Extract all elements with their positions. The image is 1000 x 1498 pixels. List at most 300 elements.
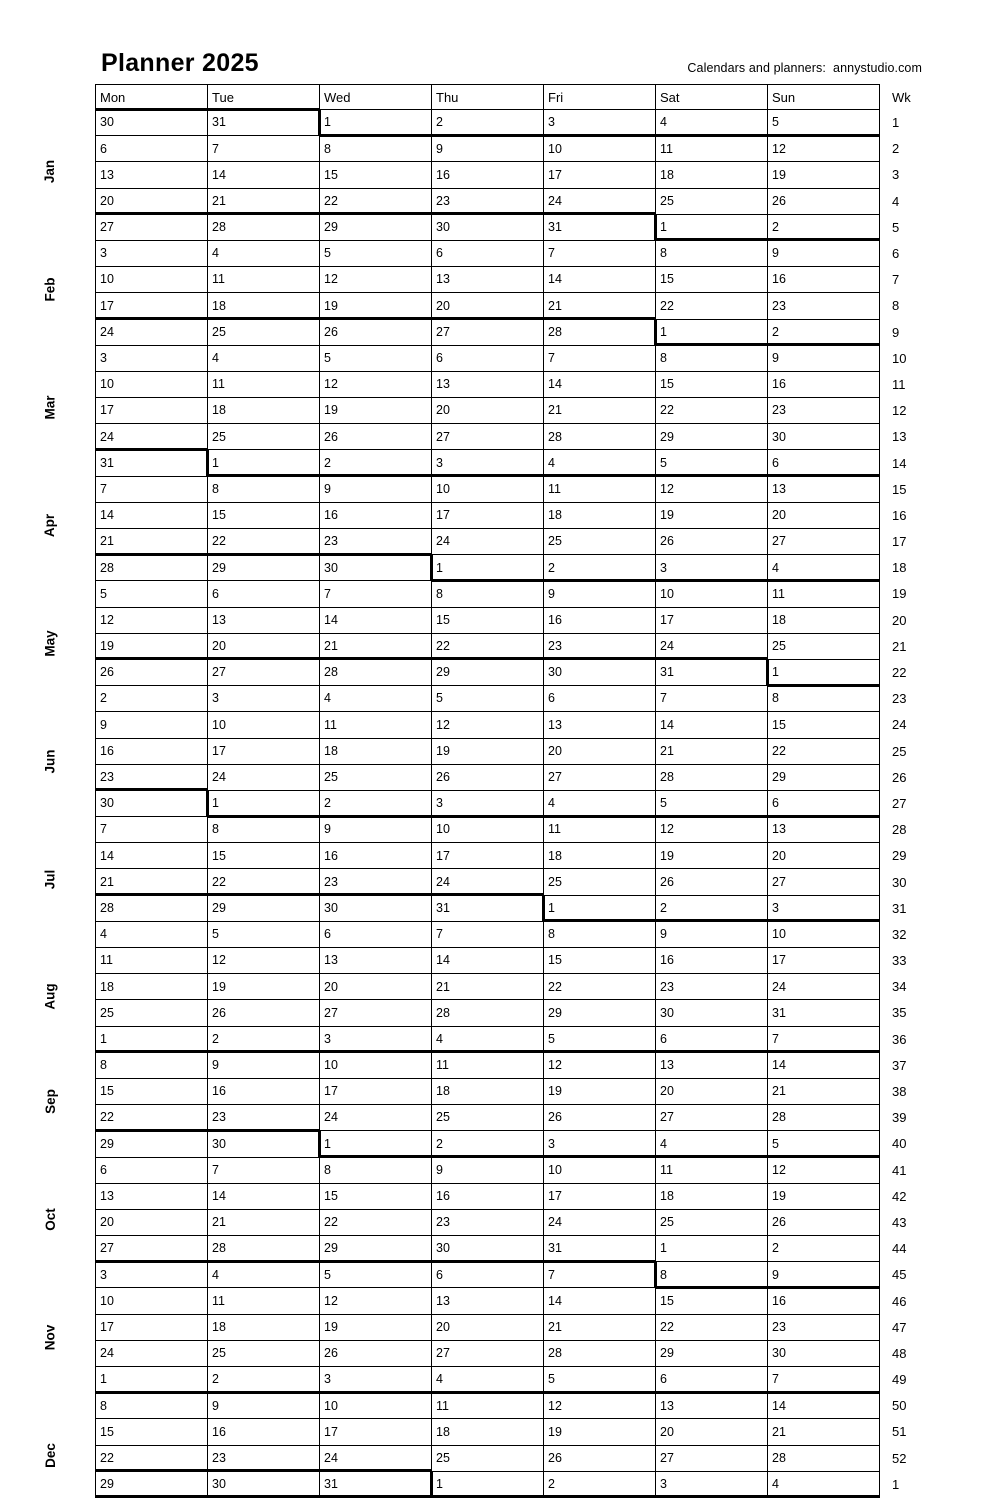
day-cell[interactable]: 21 [768,1078,880,1104]
day-cell[interactable]: 14 [96,502,208,528]
day-cell[interactable]: 7 [768,1026,880,1052]
day-cell[interactable]: 12 [768,1157,880,1183]
day-cell[interactable]: 2 [544,555,656,581]
day-cell[interactable]: 13 [208,607,320,633]
day-cell[interactable]: 26 [656,869,768,895]
day-cell[interactable]: 10 [544,1157,656,1183]
day-cell[interactable]: 13 [656,1052,768,1078]
day-cell[interactable]: 30 [432,214,544,240]
day-cell[interactable]: 11 [544,476,656,502]
day-cell[interactable]: 4 [768,1471,880,1497]
day-cell[interactable]: 11 [208,371,320,397]
day-cell[interactable]: 10 [656,581,768,607]
day-cell[interactable]: 21 [96,869,208,895]
day-cell[interactable]: 29 [208,555,320,581]
day-cell[interactable]: 24 [320,1105,432,1131]
day-cell[interactable]: 21 [544,1314,656,1340]
day-cell[interactable]: 20 [768,843,880,869]
day-cell[interactable]: 15 [432,607,544,633]
day-cell[interactable]: 1 [96,1026,208,1052]
day-cell[interactable]: 22 [656,1314,768,1340]
day-cell[interactable]: 13 [656,1393,768,1419]
day-cell[interactable]: 3 [320,1367,432,1393]
day-cell[interactable]: 2 [432,1131,544,1157]
day-cell[interactable]: 12 [656,476,768,502]
day-cell[interactable]: 31 [656,659,768,685]
day-cell[interactable]: 11 [208,267,320,293]
day-cell[interactable]: 11 [320,712,432,738]
day-cell[interactable]: 5 [320,345,432,371]
day-cell[interactable]: 4 [208,240,320,266]
day-cell[interactable]: 2 [544,1471,656,1497]
day-cell[interactable]: 20 [96,1209,208,1235]
day-cell[interactable]: 6 [656,1026,768,1052]
day-cell[interactable]: 19 [768,162,880,188]
day-cell[interactable]: 17 [96,293,208,319]
day-cell[interactable]: 12 [768,136,880,162]
day-cell[interactable]: 11 [656,1157,768,1183]
day-cell[interactable]: 3 [320,1026,432,1052]
day-cell[interactable]: 23 [96,764,208,790]
day-cell[interactable]: 19 [208,974,320,1000]
day-cell[interactable]: 17 [208,738,320,764]
day-cell[interactable]: 25 [208,1340,320,1366]
day-cell[interactable]: 29 [96,1131,208,1157]
day-cell[interactable]: 19 [656,502,768,528]
day-cell[interactable]: 13 [432,1288,544,1314]
day-cell[interactable]: 22 [320,188,432,214]
day-cell[interactable]: 2 [96,686,208,712]
day-cell[interactable]: 20 [656,1419,768,1445]
day-cell[interactable]: 11 [432,1393,544,1419]
day-cell[interactable]: 26 [320,424,432,450]
day-cell[interactable]: 5 [768,110,880,136]
day-cell[interactable]: 13 [96,162,208,188]
day-cell[interactable]: 8 [96,1052,208,1078]
day-cell[interactable]: 5 [768,1131,880,1157]
day-cell[interactable]: 8 [656,240,768,266]
day-cell[interactable]: 5 [320,1262,432,1288]
day-cell[interactable]: 29 [656,424,768,450]
day-cell[interactable]: 18 [768,607,880,633]
day-cell[interactable]: 21 [96,529,208,555]
day-cell[interactable]: 4 [432,1367,544,1393]
day-cell[interactable]: 10 [320,1052,432,1078]
day-cell[interactable]: 14 [544,1288,656,1314]
day-cell[interactable]: 1 [768,659,880,685]
day-cell[interactable]: 17 [320,1419,432,1445]
day-cell[interactable]: 3 [544,1131,656,1157]
day-cell[interactable]: 28 [208,1236,320,1262]
day-cell[interactable]: 1 [208,790,320,816]
day-cell[interactable]: 16 [768,371,880,397]
day-cell[interactable]: 24 [96,1340,208,1366]
day-cell[interactable]: 11 [544,817,656,843]
day-cell[interactable]: 8 [320,1157,432,1183]
day-cell[interactable]: 6 [432,1262,544,1288]
day-cell[interactable]: 17 [96,398,208,424]
day-cell[interactable]: 11 [768,581,880,607]
day-cell[interactable]: 26 [320,319,432,345]
day-cell[interactable]: 13 [320,948,432,974]
day-cell[interactable]: 14 [208,1183,320,1209]
day-cell[interactable]: 29 [432,659,544,685]
day-cell[interactable]: 25 [768,633,880,659]
day-cell[interactable]: 8 [432,581,544,607]
day-cell[interactable]: 7 [320,581,432,607]
day-cell[interactable]: 16 [208,1078,320,1104]
day-cell[interactable]: 28 [656,764,768,790]
day-cell[interactable]: 16 [320,843,432,869]
day-cell[interactable]: 13 [96,1183,208,1209]
day-cell[interactable]: 16 [432,162,544,188]
day-cell[interactable]: 14 [656,712,768,738]
day-cell[interactable]: 4 [544,450,656,476]
day-cell[interactable]: 11 [656,136,768,162]
day-cell[interactable]: 27 [432,1340,544,1366]
day-cell[interactable]: 3 [208,686,320,712]
day-cell[interactable]: 14 [544,371,656,397]
day-cell[interactable]: 9 [656,921,768,947]
day-cell[interactable]: 7 [768,1367,880,1393]
day-cell[interactable]: 15 [96,1419,208,1445]
day-cell[interactable]: 25 [656,1209,768,1235]
day-cell[interactable]: 26 [320,1340,432,1366]
day-cell[interactable]: 8 [656,345,768,371]
day-cell[interactable]: 27 [656,1445,768,1471]
day-cell[interactable]: 21 [656,738,768,764]
day-cell[interactable]: 30 [544,659,656,685]
day-cell[interactable]: 8 [656,1262,768,1288]
day-cell[interactable]: 15 [96,1078,208,1104]
day-cell[interactable]: 8 [768,686,880,712]
day-cell[interactable]: 17 [96,1314,208,1340]
day-cell[interactable]: 25 [544,869,656,895]
day-cell[interactable]: 23 [320,869,432,895]
day-cell[interactable]: 7 [96,817,208,843]
day-cell[interactable]: 23 [320,529,432,555]
day-cell[interactable]: 9 [544,581,656,607]
day-cell[interactable]: 23 [768,293,880,319]
day-cell[interactable]: 19 [320,293,432,319]
day-cell[interactable]: 14 [544,267,656,293]
day-cell[interactable]: 26 [544,1445,656,1471]
day-cell[interactable]: 25 [432,1445,544,1471]
day-cell[interactable]: 12 [544,1052,656,1078]
day-cell[interactable]: 29 [320,214,432,240]
day-cell[interactable]: 29 [208,895,320,921]
day-cell[interactable]: 22 [544,974,656,1000]
day-cell[interactable]: 13 [768,817,880,843]
day-cell[interactable]: 9 [320,476,432,502]
day-cell[interactable]: 1 [656,214,768,240]
day-cell[interactable]: 9 [320,817,432,843]
day-cell[interactable]: 7 [208,1157,320,1183]
day-cell[interactable]: 25 [208,424,320,450]
day-cell[interactable]: 16 [544,607,656,633]
day-cell[interactable]: 17 [656,607,768,633]
day-cell[interactable]: 24 [544,188,656,214]
day-cell[interactable]: 28 [768,1105,880,1131]
day-cell[interactable]: 31 [96,450,208,476]
day-cell[interactable]: 6 [768,450,880,476]
day-cell[interactable]: 31 [208,110,320,136]
day-cell[interactable]: 25 [432,1105,544,1131]
day-cell[interactable]: 25 [544,529,656,555]
day-cell[interactable]: 1 [432,555,544,581]
day-cell[interactable]: 2 [768,1236,880,1262]
day-cell[interactable]: 22 [208,529,320,555]
day-cell[interactable]: 5 [320,240,432,266]
day-cell[interactable]: 12 [96,607,208,633]
day-cell[interactable]: 29 [656,1340,768,1366]
day-cell[interactable]: 8 [208,817,320,843]
day-cell[interactable]: 17 [320,1078,432,1104]
day-cell[interactable]: 20 [320,974,432,1000]
day-cell[interactable]: 20 [96,188,208,214]
day-cell[interactable]: 21 [432,974,544,1000]
day-cell[interactable]: 31 [320,1471,432,1497]
day-cell[interactable]: 26 [544,1105,656,1131]
day-cell[interactable]: 1 [320,1131,432,1157]
day-cell[interactable]: 4 [656,110,768,136]
day-cell[interactable]: 2 [208,1026,320,1052]
day-cell[interactable]: 31 [768,1000,880,1026]
day-cell[interactable]: 12 [320,1288,432,1314]
day-cell[interactable]: 18 [208,1314,320,1340]
day-cell[interactable]: 18 [208,398,320,424]
day-cell[interactable]: 10 [96,371,208,397]
day-cell[interactable]: 26 [768,188,880,214]
day-cell[interactable]: 27 [432,319,544,345]
day-cell[interactable]: 29 [320,1236,432,1262]
day-cell[interactable]: 2 [320,450,432,476]
day-cell[interactable]: 30 [96,790,208,816]
day-cell[interactable]: 24 [96,424,208,450]
day-cell[interactable]: 21 [208,1209,320,1235]
day-cell[interactable]: 1 [208,450,320,476]
day-cell[interactable]: 27 [768,529,880,555]
day-cell[interactable]: 25 [320,764,432,790]
day-cell[interactable]: 9 [432,1157,544,1183]
day-cell[interactable]: 7 [544,240,656,266]
day-cell[interactable]: 22 [96,1105,208,1131]
day-cell[interactable]: 29 [96,1471,208,1497]
day-cell[interactable]: 23 [656,974,768,1000]
day-cell[interactable]: 3 [768,895,880,921]
day-cell[interactable]: 18 [544,502,656,528]
day-cell[interactable]: 24 [320,1445,432,1471]
day-cell[interactable]: 3 [96,345,208,371]
day-cell[interactable]: 6 [544,686,656,712]
day-cell[interactable]: 26 [656,529,768,555]
day-cell[interactable]: 22 [320,1209,432,1235]
day-cell[interactable]: 8 [208,476,320,502]
day-cell[interactable]: 5 [656,790,768,816]
day-cell[interactable]: 9 [432,136,544,162]
day-cell[interactable]: 6 [768,790,880,816]
day-cell[interactable]: 7 [544,345,656,371]
day-cell[interactable]: 27 [320,1000,432,1026]
day-cell[interactable]: 19 [320,1314,432,1340]
day-cell[interactable]: 13 [432,267,544,293]
day-cell[interactable]: 10 [96,1288,208,1314]
day-cell[interactable]: 4 [656,1131,768,1157]
day-cell[interactable]: 20 [208,633,320,659]
day-cell[interactable]: 24 [208,764,320,790]
day-cell[interactable]: 2 [768,319,880,345]
day-cell[interactable]: 5 [544,1026,656,1052]
day-cell[interactable]: 20 [656,1078,768,1104]
day-cell[interactable]: 13 [432,371,544,397]
day-cell[interactable]: 6 [96,1157,208,1183]
day-cell[interactable]: 18 [96,974,208,1000]
day-cell[interactable]: 9 [768,1262,880,1288]
day-cell[interactable]: 6 [320,921,432,947]
day-cell[interactable]: 19 [544,1419,656,1445]
day-cell[interactable]: 12 [320,371,432,397]
day-cell[interactable]: 28 [208,214,320,240]
day-cell[interactable]: 7 [432,921,544,947]
day-cell[interactable]: 9 [768,240,880,266]
day-cell[interactable]: 20 [768,502,880,528]
day-cell[interactable]: 3 [656,1471,768,1497]
day-cell[interactable]: 3 [432,790,544,816]
day-cell[interactable]: 2 [768,214,880,240]
day-cell[interactable]: 28 [544,424,656,450]
day-cell[interactable]: 22 [96,1445,208,1471]
day-cell[interactable]: 19 [544,1078,656,1104]
day-cell[interactable]: 18 [208,293,320,319]
day-cell[interactable]: 20 [432,398,544,424]
day-cell[interactable]: 10 [432,817,544,843]
day-cell[interactable]: 17 [544,162,656,188]
day-cell[interactable]: 20 [432,293,544,319]
day-cell[interactable]: 24 [96,319,208,345]
day-cell[interactable]: 15 [656,1288,768,1314]
day-cell[interactable]: 14 [96,843,208,869]
day-cell[interactable]: 15 [208,843,320,869]
day-cell[interactable]: 28 [544,319,656,345]
day-cell[interactable]: 28 [432,1000,544,1026]
day-cell[interactable]: 4 [544,790,656,816]
day-cell[interactable]: 2 [432,110,544,136]
day-cell[interactable]: 28 [96,555,208,581]
day-cell[interactable]: 24 [768,974,880,1000]
day-cell[interactable]: 19 [768,1183,880,1209]
day-cell[interactable]: 27 [768,869,880,895]
day-cell[interactable]: 14 [768,1052,880,1078]
day-cell[interactable]: 30 [768,1340,880,1366]
day-cell[interactable]: 7 [656,686,768,712]
day-cell[interactable]: 18 [432,1078,544,1104]
day-cell[interactable]: 10 [320,1393,432,1419]
day-cell[interactable]: 30 [656,1000,768,1026]
day-cell[interactable]: 30 [768,424,880,450]
day-cell[interactable]: 8 [320,136,432,162]
day-cell[interactable]: 15 [320,1183,432,1209]
day-cell[interactable]: 9 [208,1052,320,1078]
day-cell[interactable]: 1 [432,1471,544,1497]
day-cell[interactable]: 9 [96,712,208,738]
day-cell[interactable]: 23 [768,1314,880,1340]
day-cell[interactable]: 27 [432,424,544,450]
day-cell[interactable]: 23 [208,1105,320,1131]
day-cell[interactable]: 5 [432,686,544,712]
day-cell[interactable]: 14 [320,607,432,633]
day-cell[interactable]: 20 [432,1314,544,1340]
day-cell[interactable]: 16 [208,1419,320,1445]
day-cell[interactable]: 13 [544,712,656,738]
day-cell[interactable]: 24 [432,529,544,555]
day-cell[interactable]: 3 [656,555,768,581]
day-cell[interactable]: 22 [656,293,768,319]
day-cell[interactable]: 31 [544,214,656,240]
day-cell[interactable]: 3 [432,450,544,476]
day-cell[interactable]: 17 [432,843,544,869]
day-cell[interactable]: 6 [96,136,208,162]
day-cell[interactable]: 4 [432,1026,544,1052]
day-cell[interactable]: 30 [96,110,208,136]
day-cell[interactable]: 23 [208,1445,320,1471]
day-cell[interactable]: 23 [432,188,544,214]
day-cell[interactable]: 21 [768,1419,880,1445]
day-cell[interactable]: 27 [208,659,320,685]
day-cell[interactable]: 24 [432,869,544,895]
day-cell[interactable]: 8 [96,1393,208,1419]
day-cell[interactable]: 14 [432,948,544,974]
day-cell[interactable]: 4 [96,921,208,947]
day-cell[interactable]: 27 [96,214,208,240]
day-cell[interactable]: 10 [208,712,320,738]
day-cell[interactable]: 16 [768,267,880,293]
day-cell[interactable]: 19 [320,398,432,424]
day-cell[interactable]: 6 [208,581,320,607]
day-cell[interactable]: 11 [432,1052,544,1078]
day-cell[interactable]: 14 [208,162,320,188]
day-cell[interactable]: 1 [656,319,768,345]
day-cell[interactable]: 6 [432,345,544,371]
day-cell[interactable]: 18 [544,843,656,869]
day-cell[interactable]: 3 [96,240,208,266]
day-cell[interactable]: 30 [320,895,432,921]
day-cell[interactable]: 29 [768,764,880,790]
day-cell[interactable]: 18 [432,1419,544,1445]
day-cell[interactable]: 21 [544,398,656,424]
day-cell[interactable]: 11 [96,948,208,974]
day-cell[interactable]: 18 [320,738,432,764]
day-cell[interactable]: 8 [544,921,656,947]
day-cell[interactable]: 24 [544,1209,656,1235]
day-cell[interactable]: 30 [208,1471,320,1497]
day-cell[interactable]: 21 [320,633,432,659]
day-cell[interactable]: 27 [544,764,656,790]
day-cell[interactable]: 27 [656,1105,768,1131]
day-cell[interactable]: 19 [96,633,208,659]
day-cell[interactable]: 3 [96,1262,208,1288]
day-cell[interactable]: 12 [208,948,320,974]
day-cell[interactable]: 12 [544,1393,656,1419]
day-cell[interactable]: 29 [544,1000,656,1026]
day-cell[interactable]: 1 [656,1236,768,1262]
day-cell[interactable]: 25 [208,319,320,345]
day-cell[interactable]: 3 [544,110,656,136]
day-cell[interactable]: 22 [656,398,768,424]
day-cell[interactable]: 7 [208,136,320,162]
day-cell[interactable]: 12 [656,817,768,843]
day-cell[interactable]: 26 [432,764,544,790]
day-cell[interactable]: 15 [208,502,320,528]
